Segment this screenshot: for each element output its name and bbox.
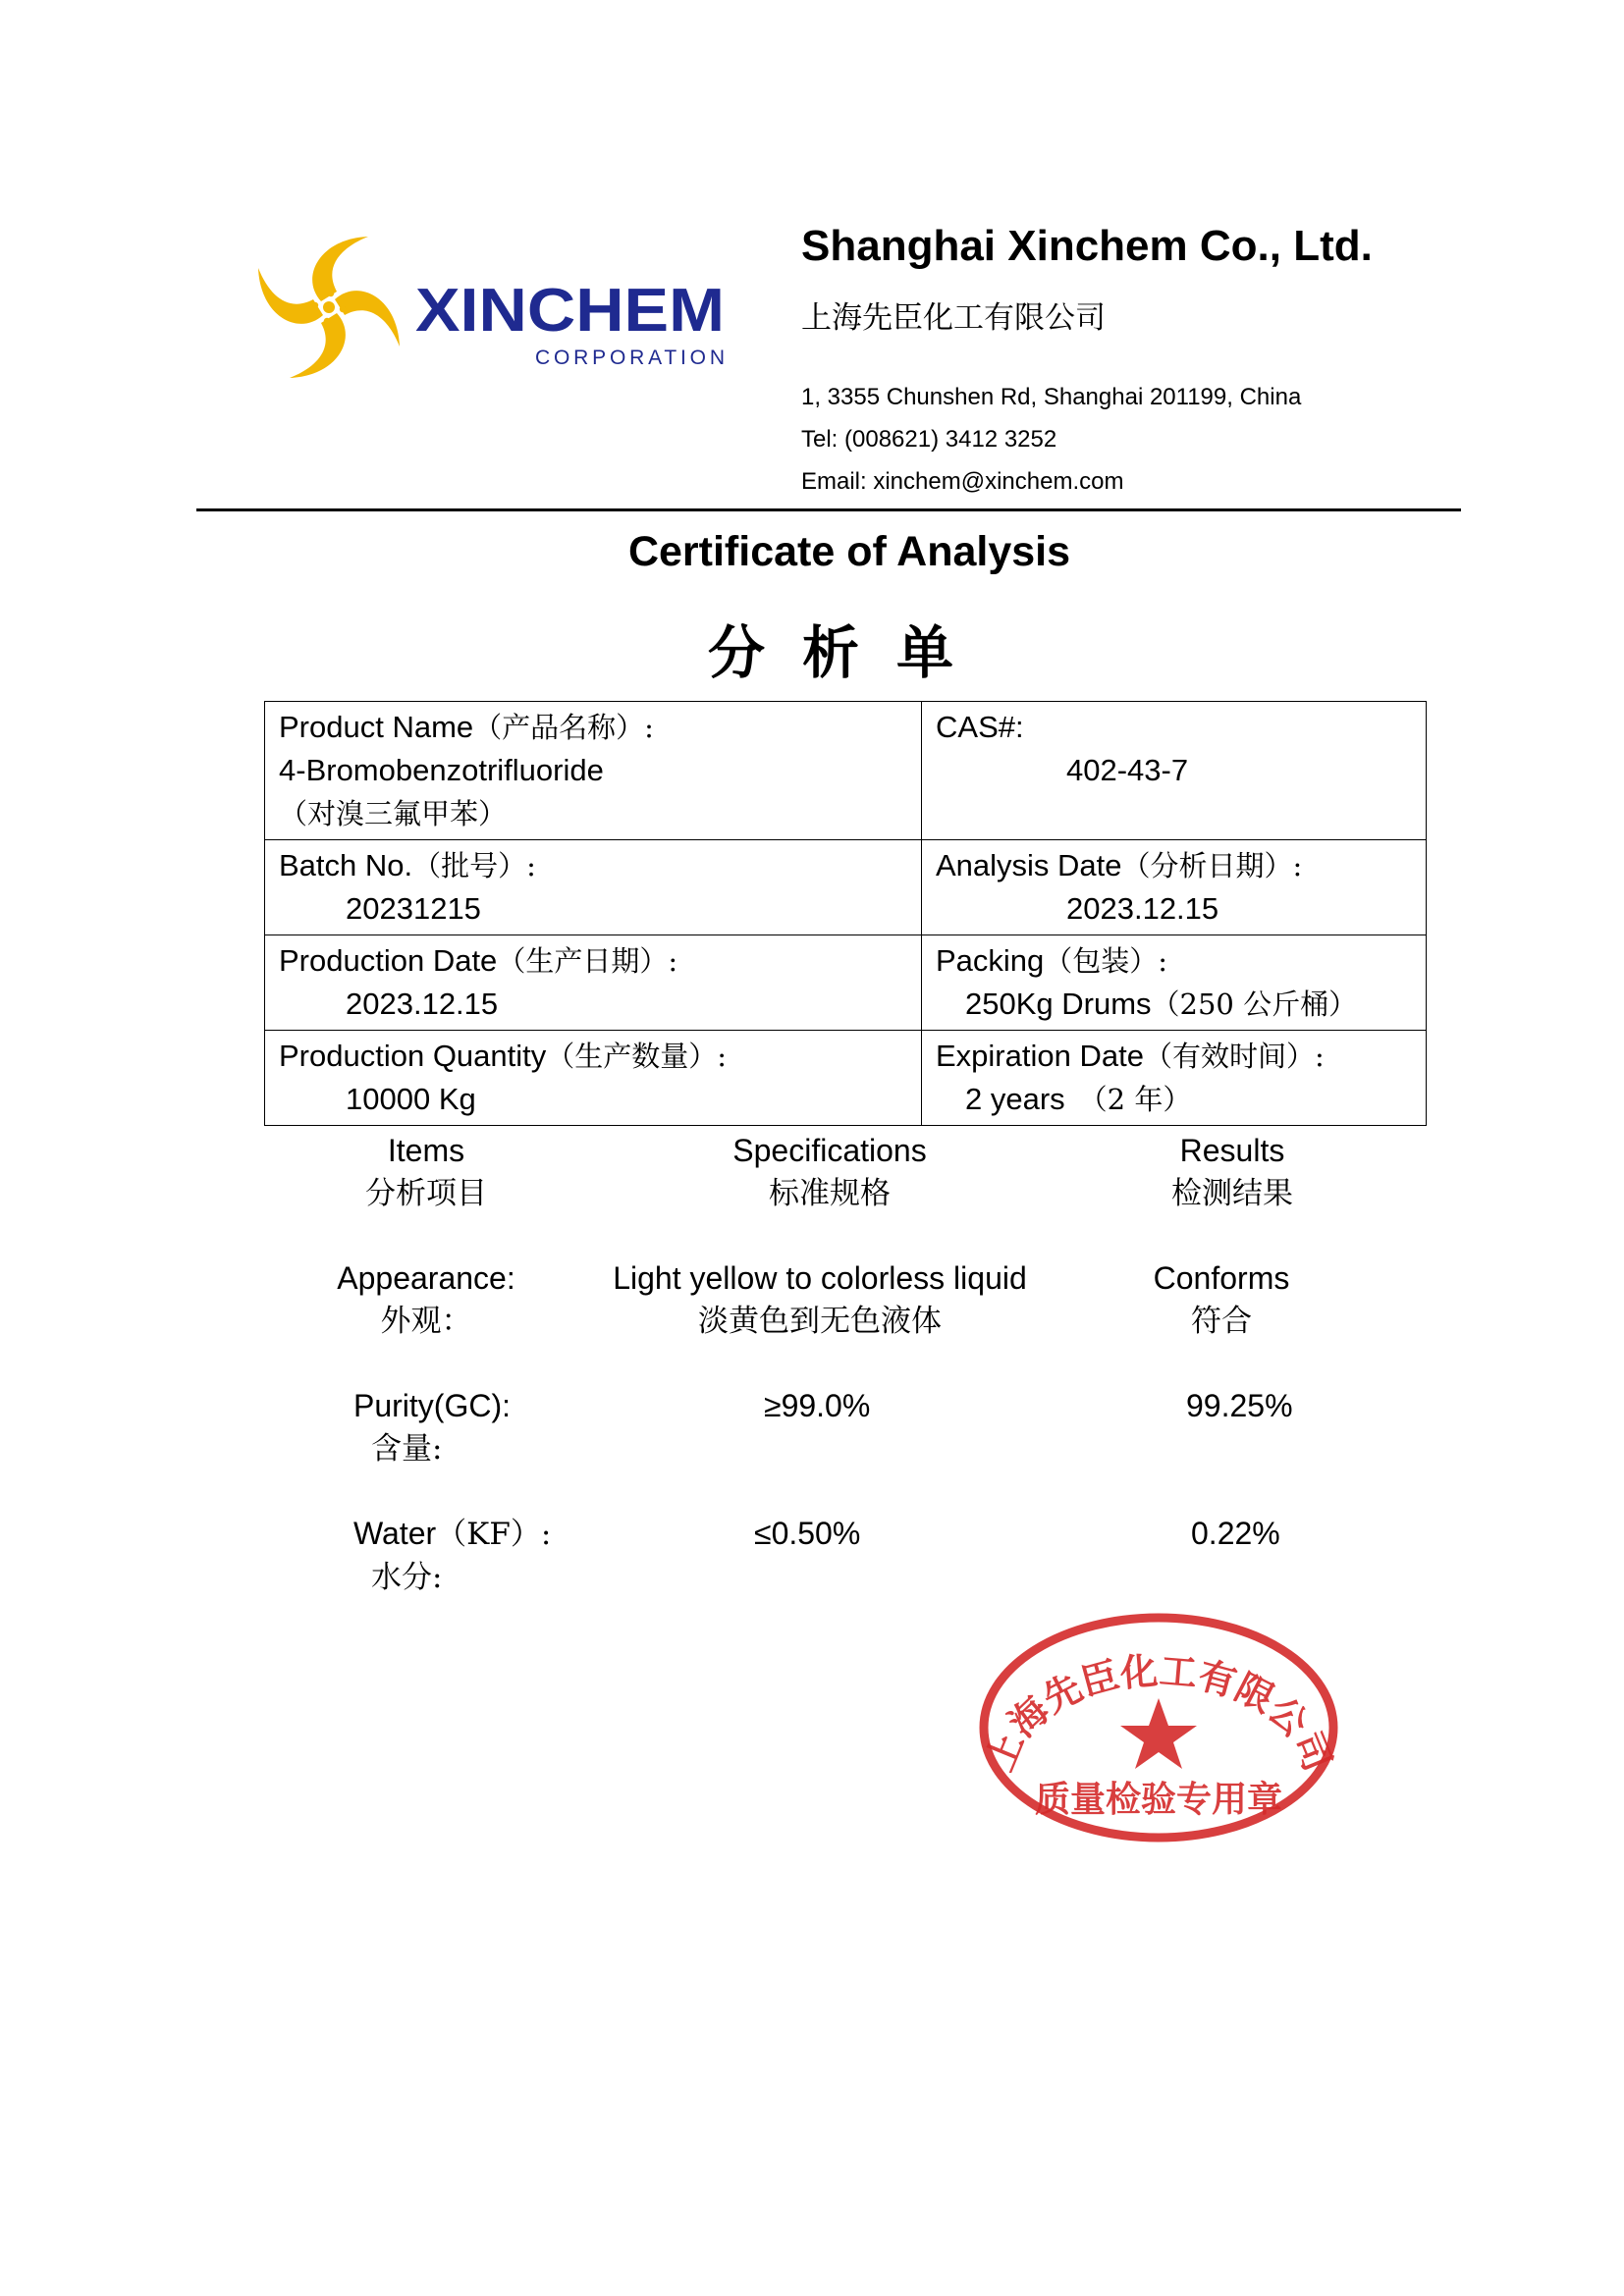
- appearance-label-cn: 外观：: [380, 1304, 472, 1339]
- company-name-cn: 上海先臣化工有限公司: [801, 300, 1106, 335]
- table-row: [265, 840, 1427, 935]
- purity-label: Purity(GC):: [353, 1388, 511, 1423]
- company-address: 1, 3355 Chunshen Rd, Shanghai 201199, China: [801, 384, 1302, 410]
- water-label: Water: [353, 1516, 437, 1551]
- packing-cell: [922, 935, 1427, 1031]
- table-row: [265, 702, 1427, 840]
- quantity-value: 10000 Kg: [346, 1082, 476, 1116]
- items-header: [298, 1129, 554, 1215]
- production-date-cell: [265, 935, 922, 1031]
- quantity-cell: [265, 1031, 922, 1126]
- results-header-cn: 检测结果: [1171, 1176, 1293, 1211]
- table-row: [265, 935, 1427, 1031]
- stamp-bottom-text: 质量检验专用章: [1034, 1779, 1283, 1820]
- water-item: [353, 1512, 551, 1599]
- xinchem-logo: [250, 231, 727, 388]
- specs-header: [565, 1129, 1095, 1215]
- expiration-label-cn: （有效时间）:: [1143, 1040, 1325, 1073]
- production-date-label-cn: （生产日期）:: [497, 944, 678, 978]
- company-tel: Tel: (008621) 3412 3252: [801, 426, 1057, 453]
- quality-inspection-stamp: [977, 1610, 1340, 1845]
- results-header-en: Results: [1179, 1133, 1285, 1168]
- specs-header-en: Specifications: [732, 1133, 927, 1168]
- water-spec: ≤0.50%: [754, 1516, 861, 1551]
- production-date-label: Production Date: [279, 943, 498, 978]
- expiration-value-cn: （2 年）: [1078, 1083, 1192, 1116]
- analysis-date-label: Analysis Date: [936, 848, 1122, 882]
- product-name-value: 4-Bromobenzotrifluoride: [279, 753, 604, 787]
- quantity-label-cn: （生产数量）:: [546, 1040, 728, 1073]
- production-date-value: 2023.12.15: [346, 987, 499, 1021]
- product-name-cell: [265, 702, 922, 840]
- purity-item: [353, 1384, 511, 1470]
- packing-label-cn: （包装）:: [1044, 944, 1168, 978]
- logo-text: XINCHEM: [415, 277, 725, 345]
- batch-value: 20231215: [346, 891, 481, 926]
- star-icon: [1120, 1698, 1197, 1769]
- analysis-date-value: 2023.12.15: [1066, 891, 1219, 926]
- document-title-en: Certificate of Analysis: [627, 528, 1071, 575]
- water-label-suffix: （KF）:: [436, 1517, 552, 1552]
- batch-label-cn: （批号）:: [412, 849, 536, 882]
- water-label-cn: 水分:: [371, 1560, 443, 1595]
- appearance-label: Appearance:: [337, 1260, 515, 1296]
- product-name-label-cn: （产品名称）:: [473, 711, 654, 744]
- batch-label: Batch No.: [279, 848, 413, 882]
- purity-result: 99.25%: [1186, 1388, 1293, 1423]
- product-name-value-cn: （对溴三氟甲苯）: [279, 797, 508, 830]
- product-name-label: Product Name: [279, 710, 474, 744]
- logo-subtext: CORPORATION: [535, 347, 725, 369]
- header-divider: [196, 508, 1461, 511]
- quantity-label: Production Quantity: [279, 1039, 547, 1073]
- stamp-top-text: 上海先臣化工有限公司: [977, 1647, 1340, 1778]
- appearance-result: [1074, 1256, 1369, 1343]
- company-email: Email: xinchem@xinchem.com: [801, 468, 1124, 495]
- appearance-spec-cn: 淡黄色到无色液体: [698, 1304, 942, 1339]
- cas-label: CAS#:: [936, 710, 1024, 744]
- cas-value: 402-43-7: [1066, 753, 1189, 787]
- product-info-table: [264, 701, 1427, 1126]
- expiration-value: 2 years: [965, 1082, 1065, 1116]
- propeller-icon: [258, 237, 400, 378]
- appearance-result-cn: 符合: [1191, 1304, 1252, 1339]
- packing-label: Packing: [936, 943, 1045, 978]
- purity-spec: ≥99.0%: [764, 1388, 871, 1423]
- analysis-date-cell: [922, 840, 1427, 935]
- document-title-cn: 分析单: [707, 619, 991, 686]
- expiration-cell: [922, 1031, 1427, 1126]
- results-header: [1085, 1129, 1380, 1215]
- packing-value: 250Kg Drums: [965, 987, 1152, 1021]
- items-header-en: Items: [387, 1133, 465, 1168]
- purity-label-cn: 含量:: [371, 1431, 443, 1467]
- appearance-item: [298, 1256, 554, 1343]
- specs-header-cn: 标准规格: [769, 1176, 891, 1211]
- expiration-label: Expiration Date: [936, 1039, 1144, 1073]
- table-row: [265, 1031, 1427, 1126]
- batch-cell: [265, 840, 922, 935]
- appearance-spec: [555, 1256, 1085, 1343]
- packing-value-cn: （250 公斤桶）: [1151, 988, 1358, 1021]
- appearance-spec-en: Light yellow to colorless liquid: [613, 1260, 1027, 1296]
- water-result: 0.22%: [1191, 1516, 1280, 1551]
- cas-cell: [922, 702, 1427, 840]
- items-header-cn: 分析项目: [365, 1176, 487, 1211]
- company-name-en: Shanghai Xinchem Co., Ltd.: [801, 222, 1373, 270]
- appearance-result-en: Conforms: [1153, 1260, 1290, 1296]
- analysis-date-label-cn: （分析日期）:: [1121, 849, 1303, 882]
